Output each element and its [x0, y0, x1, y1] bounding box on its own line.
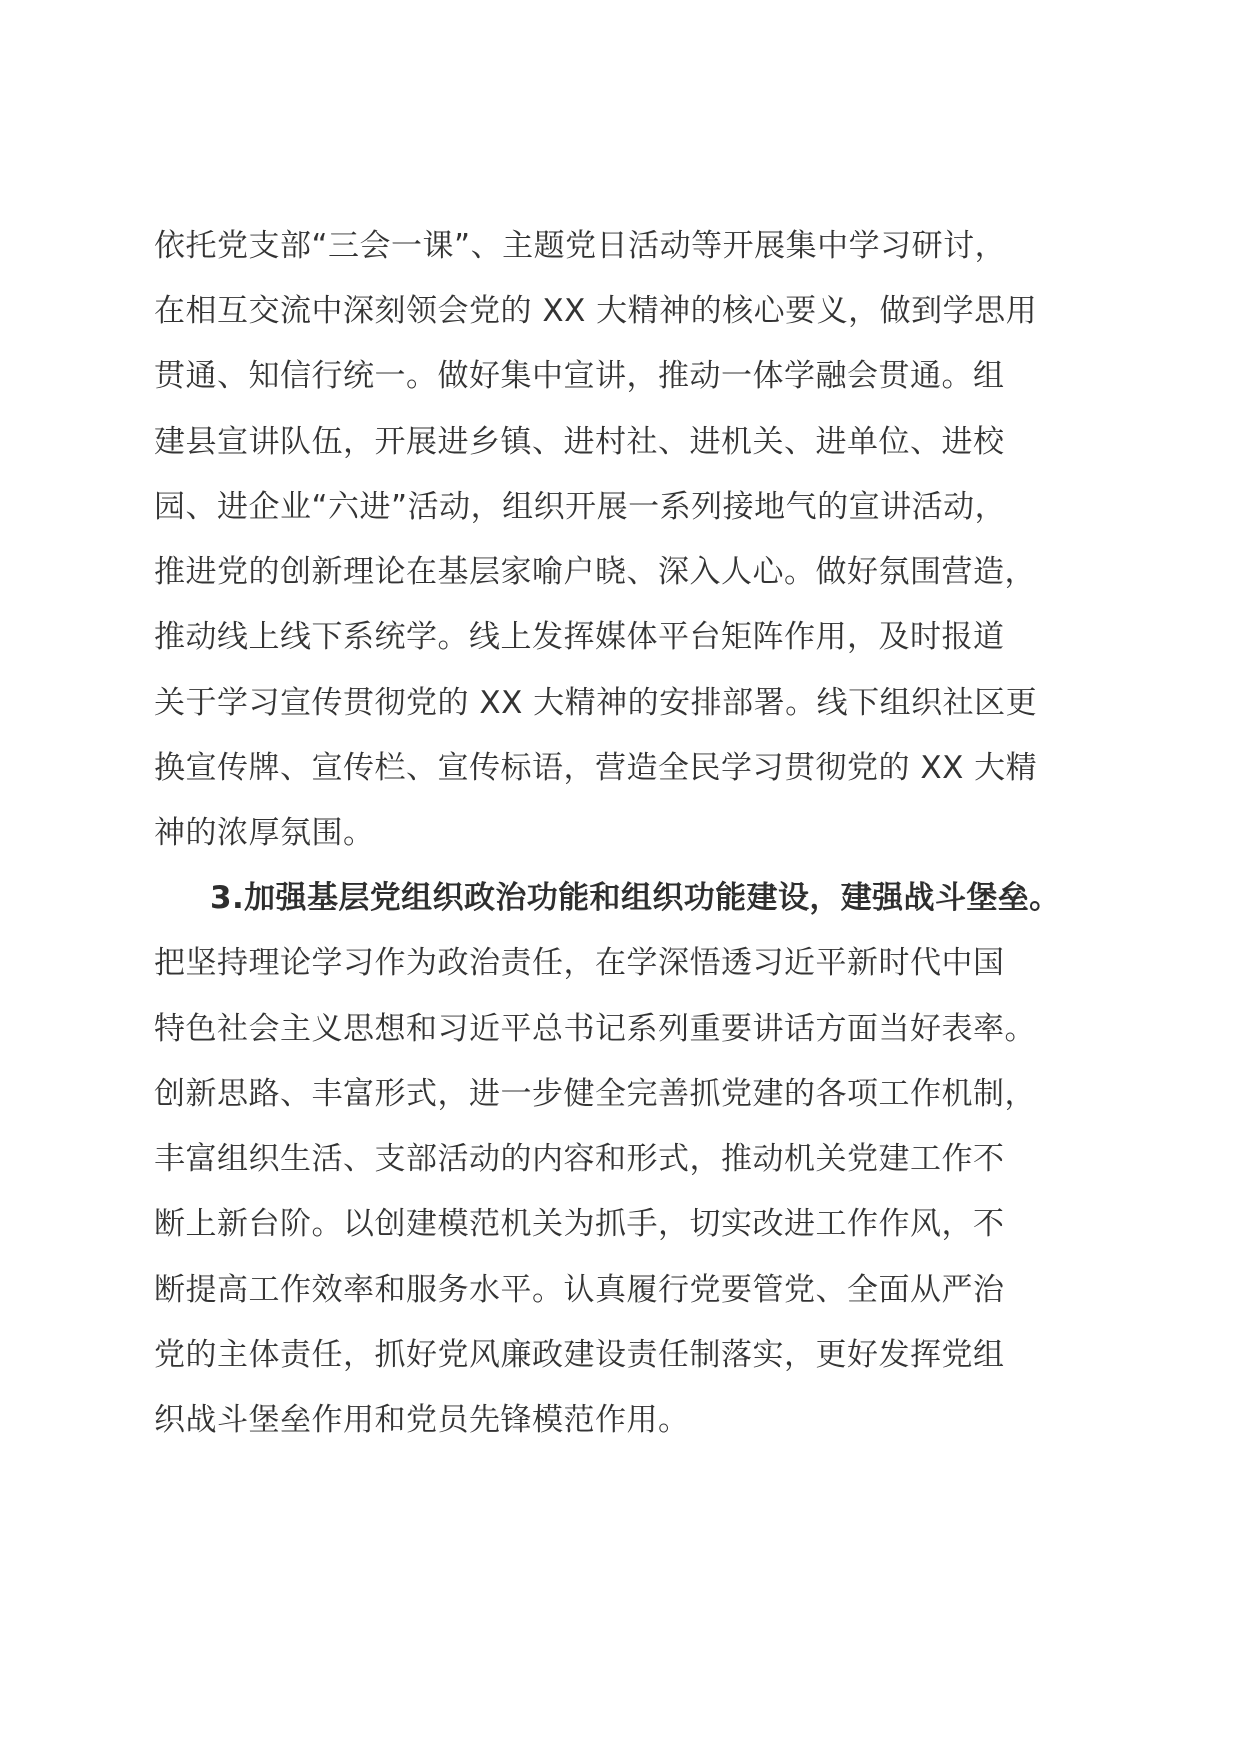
paragraph-line: 神的浓厚氛围。 [154, 815, 375, 851]
section-heading: 3.加强基层党组织政治功能和组织功能建设，建强战斗堡垒。 [210, 880, 1061, 916]
paragraph-line: 党的主体责任，抓好党风廉政建设责任制落实，更好发挥党组 [154, 1337, 1005, 1373]
paragraph-line: 织战斗堡垒作用和党员先锋模范作用。 [154, 1402, 690, 1438]
paragraph-line: 换宣传牌、宣传栏、宣传标语，营造全民学习贯彻党的 XX 大精 [154, 750, 1038, 786]
paragraph-line: 推进党的创新理论在基层家喻户晓、深入人心。做好氛围营造， [154, 554, 1036, 590]
paragraph-line: 断上新台阶。以创建模范机关为抓手，切实改进工作作风，不 [154, 1206, 1005, 1242]
paragraph-line: 依托党支部“三会一课”、主题党日活动等开展集中学习研讨， [154, 228, 1007, 264]
paragraph-line: 关于学习宣传贯彻党的 XX 大精神的安排部署。线下组织社区更 [154, 685, 1038, 721]
paragraph-line: 把坚持理论学习作为政治责任，在学深悟透习近平新时代中国 [154, 945, 1005, 981]
paragraph-line: 推动线上线下系统学。线上发挥媒体平台矩阵作用，及时报道 [154, 619, 1005, 655]
paragraph-line: 贯通、知信行统一。做好集中宣讲，推动一体学融会贯通。组 [154, 358, 1005, 394]
paragraph-line: 园、进企业“六进”活动，组织开展一系列接地气的宣讲活动， [154, 489, 1007, 525]
paragraph-line: 特色社会主义思想和习近平总书记系列重要讲话方面当好表率。 [154, 1011, 1036, 1047]
paragraph-line: 在相互交流中深刻领会党的 XX 大精神的核心要义，做到学思用 [154, 293, 1038, 329]
paragraph-line: 断提高工作效率和服务水平。认真履行党要管党、全面从严治 [154, 1272, 1005, 1308]
paragraph-line: 建县宣讲队伍，开展进乡镇、进村社、进机关、进单位、进校 [154, 424, 1005, 460]
paragraph-line: 丰富组织生活、支部活动的内容和形式，推动机关党建工作不 [154, 1141, 1005, 1177]
paragraph-line: 创新思路、丰富形式，进一步健全完善抓党建的各项工作机制， [154, 1076, 1036, 1112]
